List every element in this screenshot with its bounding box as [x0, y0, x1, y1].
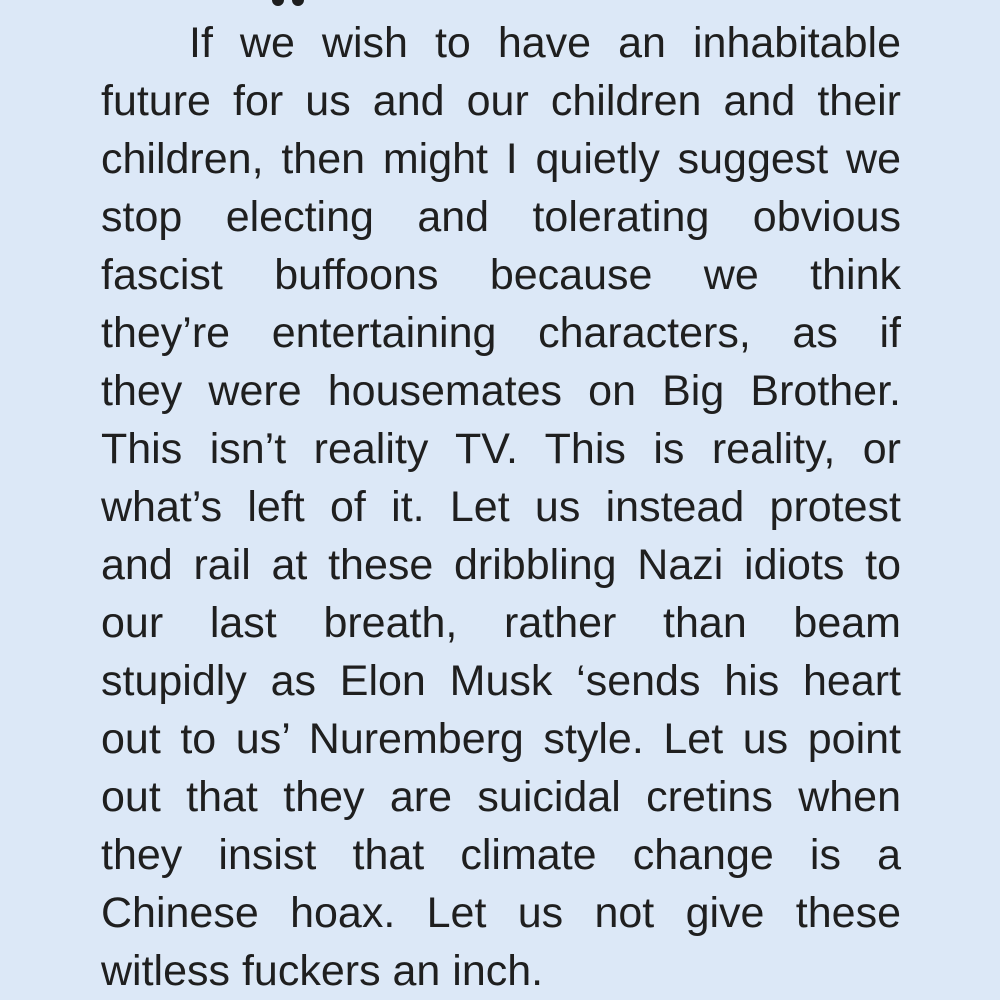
- paragraph-line: what’s left of it. Let us instead protest: [101, 483, 901, 531]
- paragraph-line: witless fuckers an inch.: [101, 947, 544, 995]
- paragraph-line: stupidly as Elon Musk ‘sends his heart: [101, 657, 901, 705]
- paragraph-line: our last breath, rather than beam: [101, 599, 901, 647]
- paragraph-line: they insist that climate change is a: [101, 831, 901, 879]
- cropped-previous-line: [270, 0, 306, 6]
- paragraph-line: out that they are suicidal cretins when: [101, 773, 901, 821]
- paragraph-line: stop electing and tolerating obvious: [101, 193, 901, 241]
- paragraph-line: and rail at these dribbling Nazi idiots to: [101, 541, 901, 589]
- paragraph-line: they were housemates on Big Brother.: [101, 367, 901, 415]
- paragraph-line: This isn’t reality TV. This is reality, or: [101, 425, 901, 473]
- paragraph-line: fascist buffoons because we think: [101, 251, 901, 299]
- paragraph-line: out to us’ Nuremberg style. Let us point: [101, 715, 901, 763]
- paragraph-line: they’re entertaining characters, as if: [101, 309, 901, 357]
- paragraph-line: future for us and our children and their: [101, 77, 901, 125]
- paragraph-line: If we wish to have an inhabitable: [189, 19, 901, 67]
- paragraph-line: Chinese hoax. Let us not give these: [101, 889, 901, 937]
- paragraph: [101, 14, 901, 1000]
- paragraph-line: children, then might I quietly suggest we: [101, 135, 901, 183]
